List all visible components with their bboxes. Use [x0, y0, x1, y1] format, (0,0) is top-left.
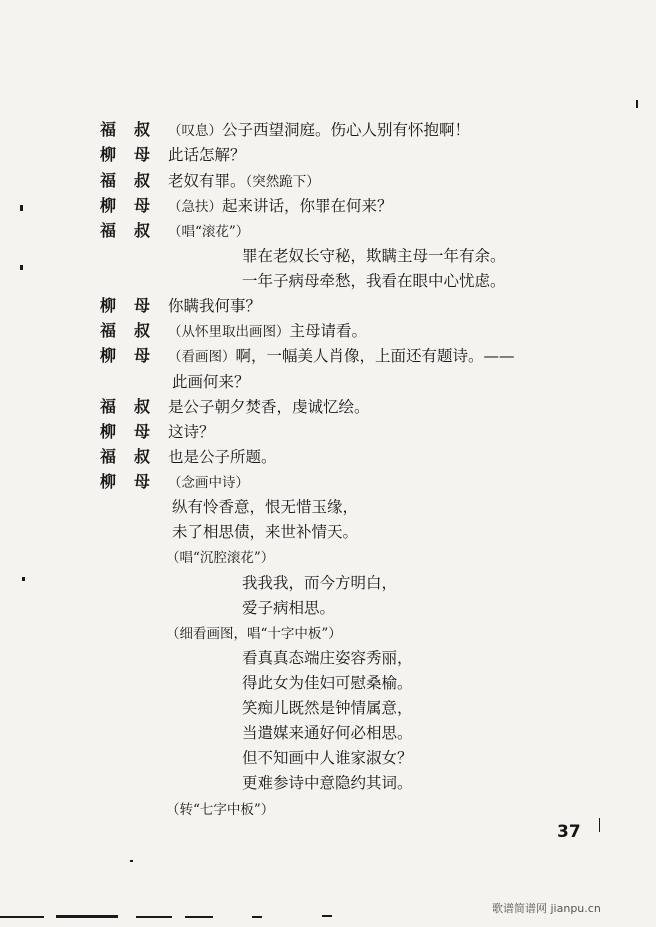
- dialogue-text: 公子西望洞庭。伤心人别有怀抱啊！: [222, 121, 471, 139]
- line-content: [242, 698, 413, 718]
- line-content: [168, 221, 249, 242]
- line-content: [168, 472, 249, 493]
- speaker-char: 叔: [134, 120, 151, 139]
- stage-direction: （叹息）: [168, 123, 222, 139]
- line-content: [172, 522, 358, 542]
- line-content: [168, 397, 370, 417]
- speaker-char: 叔: [134, 447, 151, 466]
- scan-speck: [22, 577, 25, 581]
- stage-direction: （突然跪下）: [245, 174, 320, 190]
- line-content: [242, 573, 397, 593]
- dialogue-text: 也是公子所题。: [168, 448, 277, 466]
- line-content: [242, 723, 413, 743]
- line-content: [168, 120, 470, 141]
- dialogue-text: 纵有怜香意，恨无惜玉缘，: [172, 498, 359, 516]
- line-content: [242, 673, 413, 693]
- watermark-text: 歌谱简谱网 jianpu.cn: [492, 902, 601, 915]
- bottom-rule: [136, 916, 172, 918]
- bottom-rule: [56, 915, 118, 918]
- dialogue-text: 是公子朝夕焚香，虔诚忆绘。: [168, 398, 370, 416]
- line-content: [168, 447, 277, 467]
- scan-speck: [20, 265, 23, 270]
- speaker-char: 福: [100, 321, 117, 340]
- speaker-char: 福: [100, 447, 117, 466]
- stage-direction: （念画中诗）: [168, 475, 249, 491]
- dialogue-text: 罪在老奴长守秘，欺瞒主母一年有余。: [242, 247, 506, 265]
- speaker-char: 柳: [100, 196, 117, 215]
- dialogue-text: 此话怎解？: [168, 146, 246, 164]
- scan-speck: [20, 205, 23, 211]
- speaker-char: 柳: [100, 145, 117, 164]
- speaker-char: 福: [100, 221, 117, 240]
- line-content: [168, 321, 367, 342]
- line-content: [242, 773, 413, 793]
- dialogue-text: 这诗？: [168, 423, 215, 441]
- line-content: [168, 296, 261, 316]
- bottom-rule: [322, 915, 332, 917]
- dialogue-text: 笑痴儿既然是钟情属意，: [242, 699, 413, 717]
- stage-direction: （细看画图，唱“十字中板”）: [166, 626, 342, 642]
- bottom-rule: [252, 916, 262, 918]
- speaker-char: 母: [134, 346, 151, 365]
- dialogue-text: 我我我，而今方明白，: [242, 574, 398, 592]
- dialogue-text: 主母请看。: [289, 322, 368, 340]
- dialogue-text: 啊，一幅美人肖像，上面还有题诗。——: [235, 347, 515, 365]
- scan-speck: [636, 100, 638, 108]
- scan-speck: [130, 860, 133, 862]
- speaker-char: 母: [134, 296, 151, 315]
- line-content: [242, 748, 413, 768]
- bottom-rule: [185, 916, 213, 918]
- dialogue-text: 一年子病母牵愁，我看在眼中心忧虑。: [242, 272, 506, 290]
- line-content: [166, 799, 274, 820]
- line-content: [166, 547, 274, 568]
- speaker-char: 柳: [100, 346, 117, 365]
- dialogue-text: 得此女为佳妇可慰桑榆。: [242, 674, 413, 692]
- page-number: 37: [557, 822, 581, 842]
- dialogue-text: 当遣媒来通好何必相思。: [242, 724, 413, 742]
- stage-direction: （从怀里取出画图）: [168, 324, 290, 340]
- stage-direction: （看画图）: [168, 349, 236, 365]
- dialogue-text: 起来讲话，你罪在何来？: [222, 197, 393, 215]
- stage-direction: （急扶）: [168, 199, 222, 215]
- speaker-char: 柳: [100, 422, 117, 441]
- dialogue-text: 更难参诗中意隐约其词。: [242, 774, 413, 792]
- speaker-char: 母: [134, 422, 151, 441]
- speaker-char: 柳: [100, 296, 117, 315]
- line-content: [168, 422, 215, 442]
- speaker-char: 柳: [100, 472, 117, 491]
- bottom-rule: [0, 916, 44, 918]
- dialogue-text: 未了相思债，来世补情天。: [172, 523, 359, 541]
- dialogue-text: 爱子病相思。: [242, 599, 336, 617]
- speaker-char: 叔: [134, 221, 151, 240]
- stage-direction: （唱“沉腔滚花”）: [166, 550, 275, 566]
- scan-speck: [599, 818, 600, 832]
- line-content: [166, 623, 342, 644]
- line-content: [172, 372, 250, 392]
- line-content: [172, 497, 358, 517]
- line-content: [168, 346, 515, 367]
- stage-direction: （唱“滚花”）: [168, 224, 250, 240]
- line-content: [168, 196, 393, 217]
- dialogue-text: 但不知画中人谁家淑女？: [242, 749, 413, 767]
- stage-direction: （转“七字中板”）: [166, 802, 275, 818]
- speaker-char: 叔: [134, 321, 151, 340]
- dialogue-text: 老奴有罪。: [168, 172, 246, 190]
- line-content: [242, 648, 413, 668]
- dialogue-text: 看真真态端庄姿容秀丽，: [242, 649, 413, 667]
- speaker-char: 母: [134, 145, 151, 164]
- dialogue-text: 此画何来？: [172, 373, 250, 391]
- speaker-char: 叔: [134, 397, 151, 416]
- speaker-char: 福: [100, 397, 117, 416]
- line-content: [242, 598, 335, 618]
- line-content: [242, 271, 506, 291]
- dialogue-text: 你瞒我何事？: [168, 297, 262, 315]
- speaker-char: 叔: [134, 171, 151, 190]
- speaker-char: 母: [134, 472, 151, 491]
- speaker-char: 福: [100, 171, 117, 190]
- speaker-char: 母: [134, 196, 151, 215]
- line-content: [168, 145, 246, 165]
- speaker-char: 福: [100, 120, 117, 139]
- line-content: [168, 171, 320, 192]
- line-content: [242, 246, 506, 266]
